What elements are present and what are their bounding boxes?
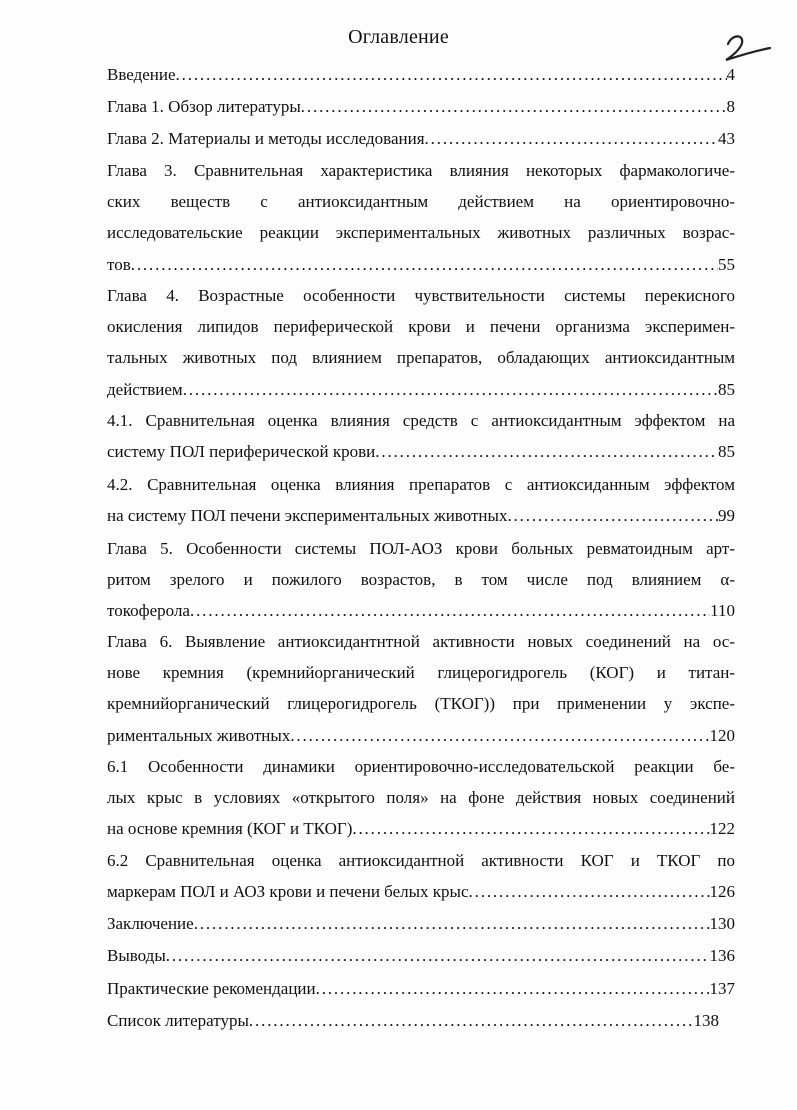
toc-dot-leader: [176, 60, 727, 90]
toc-entry-last-line[interactable]: [107, 437, 735, 467]
toc-dot-leader: [425, 124, 718, 154]
toc-entry-label: тов: [107, 254, 131, 274]
toc-entry[interactable]: [107, 1006, 719, 1036]
toc-entry-line: тальных животных под влиянием препаратов, обладающих антиоксидантным: [107, 348, 735, 368]
toc-entry-label: Выводы: [107, 946, 166, 965]
toc-entry-line: Глава 4. Возрастные особенности чувствительности системы перекисного: [107, 286, 735, 305]
toc-page-number: 138: [693, 1011, 719, 1030]
toc-entry-line: Глава 5. Особенности системы ПОЛ-АОЗ крови больных ревматоидным арт-: [107, 539, 735, 558]
toc-entry-label: систему ПОЛ периферической крови: [107, 442, 376, 462]
toc-page-number: 126: [709, 882, 735, 902]
toc-page-number: 8: [726, 97, 735, 116]
toc-entry-last-line[interactable]: [107, 814, 735, 844]
toc-entry-label: Глава 1. Обзор литературы: [107, 97, 301, 116]
toc-entry-line: 4.1. Сравнительная оценка влияния средств с антиоксидантным эффектом на: [107, 411, 735, 430]
toc-entry[interactable]: [107, 909, 735, 939]
toc-entry-label: на основе кремния (КОГ и ТКОГ): [107, 819, 353, 839]
toc-page-number: 110: [710, 601, 735, 621]
toc-entry-label: Введение: [107, 65, 176, 84]
toc-page-number: 120: [709, 725, 735, 745]
handwritten-page-number-icon: [722, 30, 774, 64]
toc-page-number: 137: [709, 979, 735, 998]
toc-dot-leader: [194, 909, 710, 939]
toc-entry-line: ритом зрелого и пожилого возрастов, в том числе под влиянием α-: [107, 570, 735, 590]
toc-page-number: 85: [718, 442, 735, 462]
toc-page-number: 43: [718, 129, 735, 148]
toc-entry-last-line[interactable]: [107, 877, 735, 907]
toc-entry[interactable]: [107, 974, 735, 1004]
toc-entry-last-line[interactable]: [107, 501, 735, 531]
toc-entry-line: 6.2 Сравнительная оценка антиоксидантной активности КОГ и ТКОГ по: [107, 851, 735, 870]
toc-entry-label: риментальных животных: [107, 725, 291, 745]
toc-entry-last-line[interactable]: [107, 596, 735, 626]
toc-dot-leader: [290, 721, 709, 751]
toc-entry-label: Глава 2. Материалы и методы исследования: [107, 129, 425, 148]
toc-entry[interactable]: [107, 92, 735, 122]
toc-page-number: 130: [709, 914, 735, 933]
toc-entry-label: Список литературы: [107, 1011, 249, 1030]
toc-page-number: 136: [709, 946, 735, 965]
toc-dot-leader: [301, 92, 727, 122]
toc-entry-label: Заключение: [107, 914, 194, 933]
toc-entry-label: действием: [107, 379, 183, 399]
toc-entry[interactable]: [107, 941, 735, 971]
toc-entry-line: 6.1 Особенности динамики ориентировочно-исследовательской реакции бе-: [107, 757, 735, 776]
toc-entry-label: маркерам ПОЛ и АОЗ крови и печени белых крыс: [107, 882, 469, 902]
toc-entry-line: ских веществ с антиоксидантным действием на ориентировочно-: [107, 192, 735, 212]
toc-page-number: 85: [718, 379, 735, 399]
toc-entry-label: токоферола: [107, 601, 190, 621]
toc-entry-line: лых крыс в условиях «открытого поля» на фоне действия новых соединений: [107, 788, 735, 808]
toc-dot-leader: [190, 596, 710, 626]
toc-dot-leader: [166, 941, 710, 971]
toc-page-number: 4: [726, 65, 735, 84]
toc-entry-line: Глава 3. Сравнительная характеристика влияния некоторых фармакологиче-: [107, 161, 735, 180]
toc-entry-label: на систему ПОЛ печени экспериментальных животных: [107, 506, 508, 526]
toc-entry-label: Практические рекомендации: [107, 979, 316, 998]
toc-entry-last-line[interactable]: [107, 721, 735, 751]
toc-dot-leader: [352, 814, 709, 844]
toc-entry-line: окисления липидов периферической крови и печени организма эксперимен-: [107, 317, 735, 337]
toc-dot-leader: [469, 877, 710, 907]
toc-dot-leader: [183, 375, 718, 405]
toc-page-number: 99: [718, 506, 735, 526]
toc-page-number: 55: [718, 254, 735, 274]
page-title: Оглавление: [348, 26, 449, 48]
toc-dot-leader: [131, 250, 718, 280]
toc-dot-leader: [375, 437, 718, 467]
toc-entry-line: кремнийорганический глицерогидрогель (ТКОГ)) при применении у экспе-: [107, 694, 735, 714]
toc-entry-line: исследовательские реакции экспериментальных животных различных возрас-: [107, 223, 735, 243]
toc-dot-leader: [249, 1006, 694, 1036]
toc-entry-line: 4.2. Сравнительная оценка влияния препаратов с антиоксиданным эффектом: [107, 475, 735, 494]
toc-entry-line: Глава 6. Выявление антиоксидантнтной активности новых соединений на ос-: [107, 632, 735, 651]
toc-dot-leader: [316, 974, 710, 1004]
toc-entry[interactable]: [107, 124, 735, 154]
toc-dot-leader: [507, 501, 718, 531]
toc-page-number: 122: [709, 819, 735, 839]
toc-entry-line: нове кремния (кремнийорганический глицерогидрогель (КОГ) и титан-: [107, 663, 735, 683]
toc-entry[interactable]: [107, 60, 735, 90]
toc-entry-last-line[interactable]: [107, 375, 735, 405]
toc-entry-last-line[interactable]: [107, 250, 735, 280]
